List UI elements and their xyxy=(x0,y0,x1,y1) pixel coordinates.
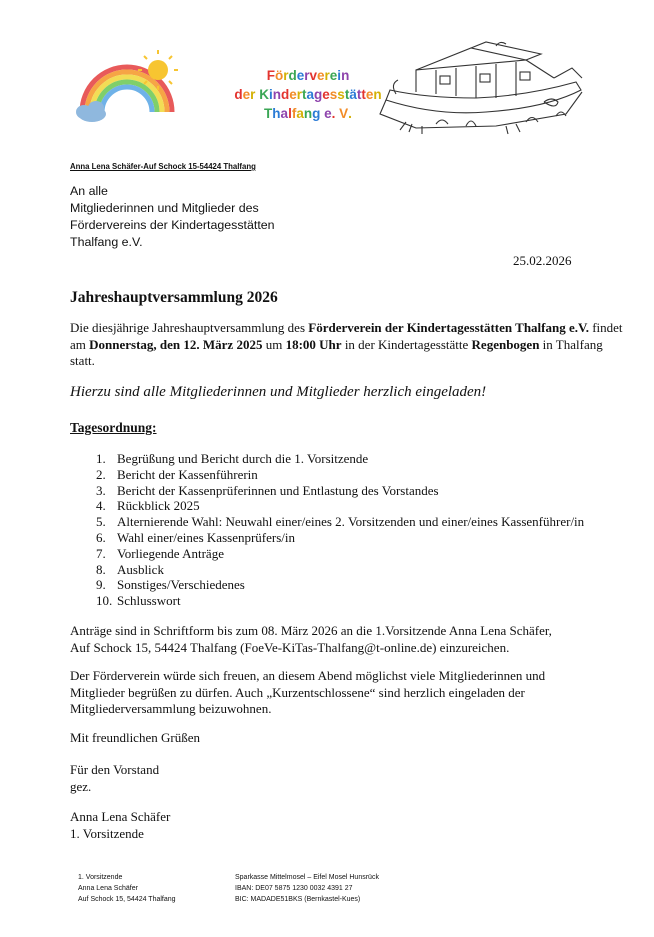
logo-letter: e xyxy=(289,87,297,102)
address-line: An alle xyxy=(70,184,108,198)
agenda-heading: Tagesordnung: xyxy=(70,420,157,435)
logo-letter: g xyxy=(314,87,323,102)
agenda-number: 2. xyxy=(96,466,106,482)
agenda-item xyxy=(96,593,584,609)
logo-letter: v xyxy=(309,68,317,83)
agenda-item xyxy=(96,483,584,499)
logo-line-2 xyxy=(228,85,388,104)
agenda-text: Vorliegende Anträge xyxy=(117,545,224,561)
logo-letter: r xyxy=(304,68,310,83)
logo-letter: g xyxy=(312,106,321,121)
footer-line: BIC: MADADE51BKS (Bernkastel-Kues) xyxy=(235,896,361,903)
letter-date: 25.02.2026 xyxy=(513,253,572,268)
logo-letter: t xyxy=(302,87,307,102)
logo-letter: . xyxy=(331,106,336,121)
logo-letter: e xyxy=(242,87,251,102)
logo-letter: r xyxy=(324,68,330,83)
logo-letter: d xyxy=(280,87,290,102)
logo-letter: l xyxy=(288,106,292,121)
address-line: Fördervereins der Kindertagesstätten xyxy=(70,218,275,232)
agenda-item xyxy=(96,498,584,514)
association-name: Förderverein der Kindertagesstätten Thalfang e.V. xyxy=(308,320,589,335)
letter-title: Jahreshauptversammlung 2026 xyxy=(70,289,278,306)
signer-block xyxy=(70,809,630,842)
logo-letter: e xyxy=(324,106,332,121)
logo-letter: r xyxy=(250,87,256,102)
agenda-item xyxy=(96,530,584,546)
welcome-paragraph xyxy=(70,668,630,718)
agenda-number: 7. xyxy=(96,545,106,561)
logo-letter: t xyxy=(356,87,362,102)
agenda-text: Sonstiges/Verschiedenes xyxy=(117,577,245,593)
logo-letter: d xyxy=(288,68,297,83)
logo-letter: . xyxy=(348,106,352,121)
logo-letter: e xyxy=(296,68,305,83)
agenda-number: 5. xyxy=(96,514,106,530)
logo-letter: a xyxy=(306,87,315,102)
logo-letter: e xyxy=(365,87,374,102)
logo-letter: n xyxy=(373,87,382,102)
logo-letter: n xyxy=(272,87,281,102)
meeting-date: Donnerstag, den 12. März 2025 xyxy=(89,336,263,352)
footer-line: Sparkasse Mittelmosel – Eifel Mosel Hunsrück xyxy=(235,874,379,881)
footer-line: 1. Vorsitzende xyxy=(78,874,123,881)
logo-letter: h xyxy=(272,106,281,121)
meeting-time: 18:00 Uhr xyxy=(285,336,342,352)
logo-line-1 xyxy=(228,66,388,85)
board-signature xyxy=(70,762,630,795)
agenda-text: Rückblick 2025 xyxy=(117,498,200,514)
footer-line: Anna Lena Schäfer xyxy=(78,885,138,892)
logo-letter: F xyxy=(266,68,275,83)
intro-text: Die diesjährige Jahreshauptversammlung des xyxy=(70,320,309,335)
logo-letter: V xyxy=(339,106,349,121)
sender-line: Anna Lena Schäfer-Auf Schock 15-54424 Thalfang xyxy=(70,162,256,171)
submission-paragraph xyxy=(70,623,630,656)
intro-text: in der Kindertagesstätte xyxy=(341,336,472,352)
logo-letter: K xyxy=(259,87,269,102)
logo-letter: e xyxy=(317,68,325,83)
agenda-text: Ausblick xyxy=(117,561,164,577)
agenda-text: Begrüßung und Bericht durch die 1. Vorsitzende xyxy=(117,451,369,466)
invitation-line: Hierzu sind alle Mitgliederinnen und Mitglieder herzlich eingeladen! xyxy=(70,384,487,400)
paragraph-line: Der Förderverein würde sich freuen, an diesem Abend möglichst viele Mitgliederinnen und xyxy=(70,668,546,683)
logo-letter: f xyxy=(291,106,297,121)
noahs-ark-drawing xyxy=(376,38,598,138)
logo-letter: t xyxy=(361,87,366,102)
rainbow-logo xyxy=(70,40,185,130)
logo-letter: n xyxy=(303,106,313,121)
agenda-number: 1. xyxy=(96,451,106,466)
agenda-number: 9. xyxy=(96,577,106,593)
footer-contact xyxy=(78,872,176,905)
intro-text: um xyxy=(262,336,286,352)
paragraph-line: Mitgliederversammlung beizuwohnen. xyxy=(70,701,272,716)
footer-line: IBAN: DE07 5875 1230 0032 4391 27 xyxy=(235,885,353,892)
paragraph-line: Anträge sind in Schriftform bis zum 08. März 2026 an die 1.Vorsitzende Anna Lena Schäfer, xyxy=(70,623,552,638)
logo-letter: r xyxy=(296,87,302,102)
signature-line: Für den Vorstand xyxy=(70,762,160,777)
logo-letter: e xyxy=(329,68,338,83)
logo-letter: T xyxy=(264,106,273,121)
agenda-item xyxy=(96,577,584,593)
footer-line: Auf Schock 15, 54424 Thalfang xyxy=(78,896,176,903)
closing-greeting: Mit freundlichen Grüßen xyxy=(70,730,200,745)
address-line: Mitgliederinnen und Mitglieder des xyxy=(70,201,259,215)
logo-letter: s xyxy=(329,87,338,102)
agenda-number: 3. xyxy=(96,482,106,498)
intro-paragraph xyxy=(70,320,630,370)
logo-letter: e xyxy=(322,87,330,102)
signer-role: 1. Vorsitzende xyxy=(70,825,144,841)
logo-letter: a xyxy=(280,106,289,121)
address-line: Thalfang e.V. xyxy=(70,235,143,249)
agenda-item xyxy=(96,514,584,530)
logo-letter: i xyxy=(337,68,342,83)
agenda-number: 8. xyxy=(96,561,106,577)
logo-letter: n xyxy=(341,68,350,83)
agenda-text: Bericht der Kassenprüferinnen und Entlastung des Vorstandes xyxy=(117,482,439,498)
venue-name: Regenbogen xyxy=(471,336,540,352)
intro-text: findet am xyxy=(70,320,623,352)
recipient-address xyxy=(70,183,275,251)
agenda-number: 10. xyxy=(96,593,113,609)
logo-letter: t xyxy=(344,87,350,102)
footer-bank xyxy=(235,872,379,905)
logo-letter: s xyxy=(337,87,345,102)
agenda-text: Schlusswort xyxy=(117,593,181,609)
agenda-item xyxy=(96,546,584,562)
logo-letter: a xyxy=(296,106,304,121)
intro-text: in Thalfang statt. xyxy=(70,336,603,368)
logo-line-3 xyxy=(228,104,388,123)
logo-letter: r xyxy=(283,68,289,83)
agenda-text: Alternierende Wahl: Neuwahl einer/eines 2. Vorsitzenden und einer/eines Kassenführer/in xyxy=(117,514,585,530)
paragraph-line: Auf Schock 15, 54424 Thalfang (FoeVe-KiTas-Thalfang@t-online.de) einzureichen. xyxy=(70,639,510,655)
agenda-list xyxy=(96,451,584,609)
association-logo-text xyxy=(228,66,388,123)
agenda-item xyxy=(96,562,584,578)
agenda-text: Wahl einer/eines Kassenprüfers/in xyxy=(117,529,296,545)
logo-letter: ö xyxy=(274,68,284,83)
logo-letter: ä xyxy=(349,87,357,102)
agenda-number: 4. xyxy=(96,498,106,514)
agenda-text: Bericht der Kassenführerin xyxy=(117,466,258,482)
agenda-item xyxy=(96,451,584,467)
signature-line: gez. xyxy=(70,778,92,794)
logo-letter: i xyxy=(268,87,273,102)
agenda-number: 6. xyxy=(96,529,106,545)
signer-name: Anna Lena Schäfer xyxy=(70,809,171,824)
logo-letter: d xyxy=(234,87,243,102)
paragraph-line: Mitglieder begrüßen zu dürfen. Auch „Kurzentschlossene“ sind herzlich eingeladen der xyxy=(70,684,525,700)
agenda-item xyxy=(96,467,584,483)
